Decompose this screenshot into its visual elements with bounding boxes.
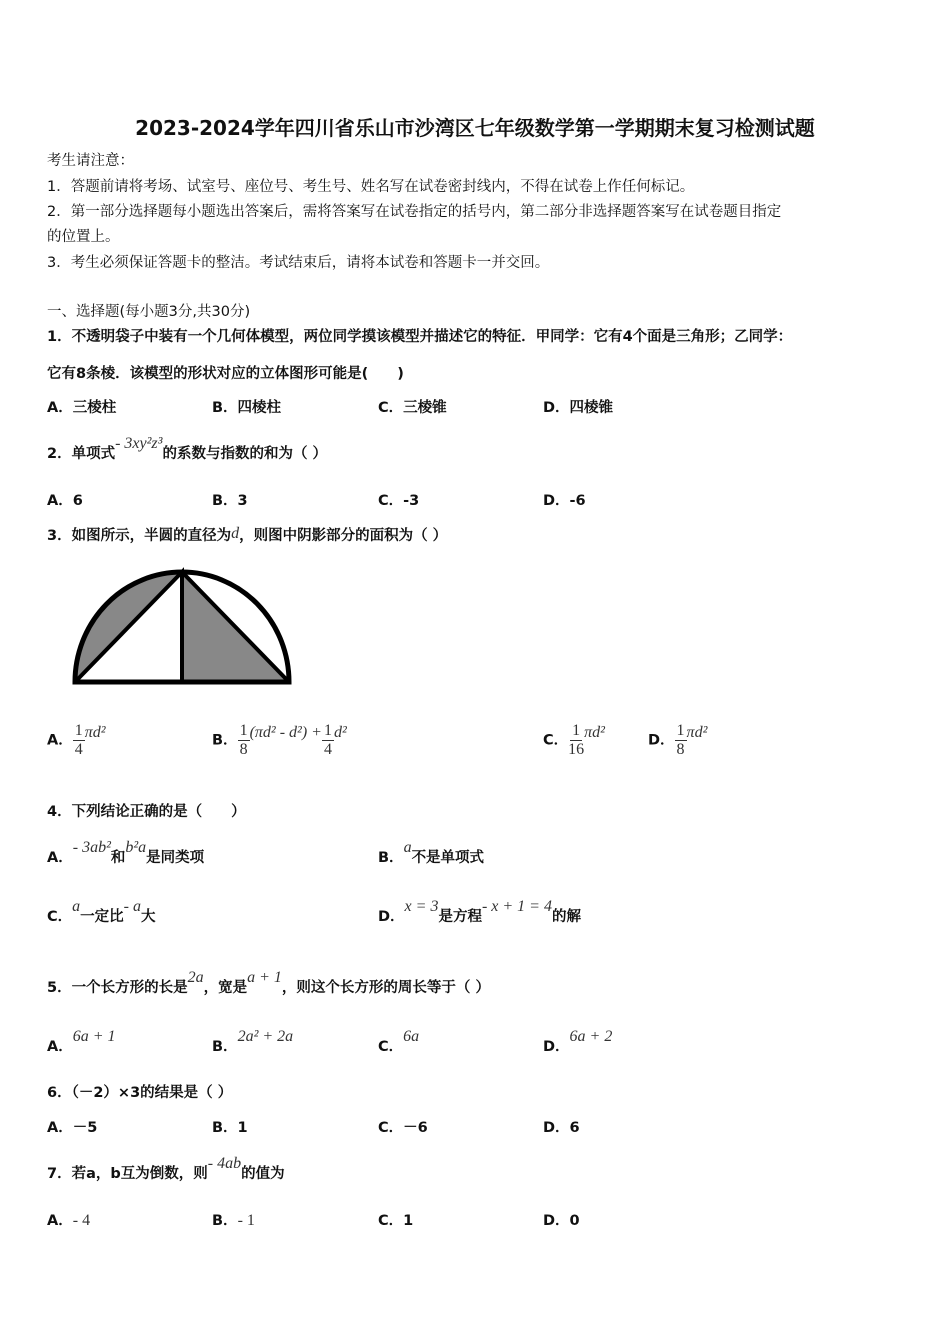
notice-item: 1．答题前请将考场、试室号、座位号、考生号、姓名写在试卷密封线内，不得在试卷上作任何标记。 [47, 179, 695, 195]
q1-option-a: A．三棱柱 [47, 400, 117, 416]
math-expression: - 1 [237, 1212, 255, 1229]
q7-option-d [543, 1211, 580, 1231]
numerator: 1 [323, 722, 332, 739]
numerator: 1 [74, 722, 83, 739]
question-4-stem: 4．下列结论正确的是（ ） [47, 804, 246, 820]
q7-option-c [378, 1211, 413, 1231]
math-expression: - 4ab [207, 1155, 242, 1172]
option-label: D． [543, 1213, 570, 1229]
q6-option-b: B．1 [212, 1120, 248, 1136]
q2-option-c: C．-3 [378, 493, 420, 509]
option-text: 和 [110, 850, 126, 866]
option-label: B． [378, 850, 404, 866]
option-label: B． [212, 1213, 238, 1229]
notice-heading: 考生请注意： [47, 153, 134, 169]
q6-option-d: D．6 [543, 1120, 580, 1136]
q2-option-b: B．3 [212, 493, 248, 509]
option-label: A． [47, 850, 73, 866]
q6-option-c: C．－6 [378, 1120, 428, 1136]
math-expression: - 3xy²z³ [115, 435, 163, 452]
stem-text: 的值为 [241, 1166, 285, 1182]
math-expression: 6a + 2 [569, 1028, 613, 1045]
q3-option-c [543, 722, 605, 759]
stem-text: 5．一个长方形的长是 [47, 980, 188, 996]
fraction [322, 722, 334, 759]
denominator: 8 [676, 741, 685, 758]
q4-option-b [378, 839, 485, 868]
stem-text: 7．若a，b互为倒数，则 [47, 1166, 208, 1182]
q1-option-d: D．四棱锥 [543, 400, 614, 416]
option-label: C． [378, 1039, 404, 1055]
q5-option-a [47, 1028, 116, 1057]
math-expression: a + 1 [247, 969, 282, 986]
option-label: D． [378, 909, 405, 925]
q4-option-a [47, 839, 205, 868]
stem-text: ，则这个长方形的周长等于（ ） [281, 980, 490, 996]
notice-item: 3．考生必须保证答题卡的整洁。考试结束后，请将本试卷和答题卡一并交回。 [47, 255, 550, 271]
option-value: 1 [403, 1213, 414, 1229]
option-label: D． [648, 732, 675, 749]
q7-option-a [47, 1211, 90, 1231]
option-label: B． [212, 732, 238, 749]
section-heading: 一、选择题(每小题3分,共30分) [47, 304, 251, 320]
math-expression: 6a [403, 1028, 420, 1045]
q7-option-b [212, 1211, 255, 1231]
question-5-stem [47, 969, 490, 998]
math-expression: x = 3 [404, 898, 439, 915]
q1-option-c: C．三棱锥 [378, 400, 447, 416]
stem-text: ，宽是 [203, 980, 248, 996]
stem-text: 3．如图所示，半圆的直径为 [47, 528, 232, 544]
fraction [675, 722, 687, 759]
denominator: 4 [74, 741, 83, 758]
notice-item: 2．第一部分选择题每小题选出答案后，需将答案写在试卷指定的括号内，第二部分非选择题答案写在试卷题目指定 [47, 204, 782, 220]
math-expression: 2a² + 2a [237, 1028, 294, 1045]
option-label: A． [47, 1039, 73, 1055]
math-expression: 6a + 1 [72, 1028, 116, 1045]
q3-option-d [648, 722, 707, 759]
fraction [73, 722, 85, 759]
stem-text: 2．单项式 [47, 446, 116, 462]
option-text: 是同类项 [146, 850, 205, 866]
math-expression: - 4 [72, 1212, 91, 1229]
math-expression: d² [333, 723, 347, 741]
math-expression: - a [123, 898, 141, 915]
stem-text: 的系数与指数的和为（ ） [162, 446, 328, 462]
denominator: 8 [239, 741, 248, 758]
option-label: A． [47, 732, 73, 749]
option-label: C． [378, 1213, 404, 1229]
option-value: 0 [569, 1213, 580, 1229]
math-expression: a [72, 898, 81, 915]
option-text: 是方程 [438, 909, 482, 925]
numerator: 1 [676, 722, 685, 739]
stem-text: ，则图中阴影部分的面积为（ ） [239, 528, 448, 544]
question-1-stem: 1．不透明袋子中装有一个几何体模型，两位同学摸该模型并描述它的特征．甲同学：它有4个面是三角形；乙同学： [47, 329, 793, 345]
math-expression: πd² [584, 723, 605, 741]
question-2-stem [47, 435, 328, 464]
option-text: 的解 [551, 909, 581, 925]
option-label: B． [212, 1039, 238, 1055]
denominator: 4 [323, 741, 332, 758]
math-expression: d [231, 525, 240, 542]
question-6-stem: 6．（－2）×3的结果是（ ） [47, 1085, 233, 1101]
q3-option-a [47, 722, 106, 759]
math-expression: (πd² - d²) + [249, 723, 322, 741]
q3-option-b [212, 722, 347, 759]
option-text: 大 [140, 909, 156, 925]
math-expression: πd² [686, 723, 708, 741]
fraction [568, 722, 584, 759]
question-1-stem-cont: 它有8条棱．该模型的形状对应的立体图形可能是( ) [47, 366, 404, 382]
q1-option-b: B．四棱柱 [212, 400, 282, 416]
q4-option-d [378, 898, 581, 927]
q5-option-b [212, 1028, 294, 1057]
option-label: C． [543, 732, 569, 749]
q5-option-c [378, 1028, 420, 1057]
q4-option-c [47, 898, 156, 927]
option-label: A． [47, 1213, 73, 1229]
option-label: C． [47, 909, 73, 925]
q2-option-a: A．6 [47, 493, 83, 509]
notice-item: 的位置上。 [47, 229, 120, 245]
option-text: 不是单项式 [411, 850, 485, 866]
question-3-stem [47, 526, 447, 546]
math-expression: πd² [84, 723, 106, 741]
q6-option-a: A．－5 [47, 1120, 98, 1136]
q2-option-d: D．-6 [543, 493, 586, 509]
numerator: 1 [572, 722, 581, 739]
question-7-stem [47, 1155, 285, 1184]
option-text: 一定比 [80, 909, 124, 925]
math-expression: a [403, 839, 412, 856]
math-expression: 2a [187, 969, 204, 986]
option-label: D． [543, 1039, 570, 1055]
numerator: 1 [239, 722, 248, 739]
math-expression: - x + 1 = 4 [481, 898, 552, 915]
q5-option-d [543, 1028, 613, 1057]
semicircle-figure [66, 562, 298, 692]
page-title: 2023-2024学年四川省乐山市沙湾区七年级数学第一学期期末复习检测试题 [135, 116, 815, 140]
fraction [238, 722, 250, 759]
math-expression: b²a [125, 839, 147, 856]
denominator: 16 [568, 741, 585, 758]
math-expression: - 3ab² [72, 839, 111, 856]
